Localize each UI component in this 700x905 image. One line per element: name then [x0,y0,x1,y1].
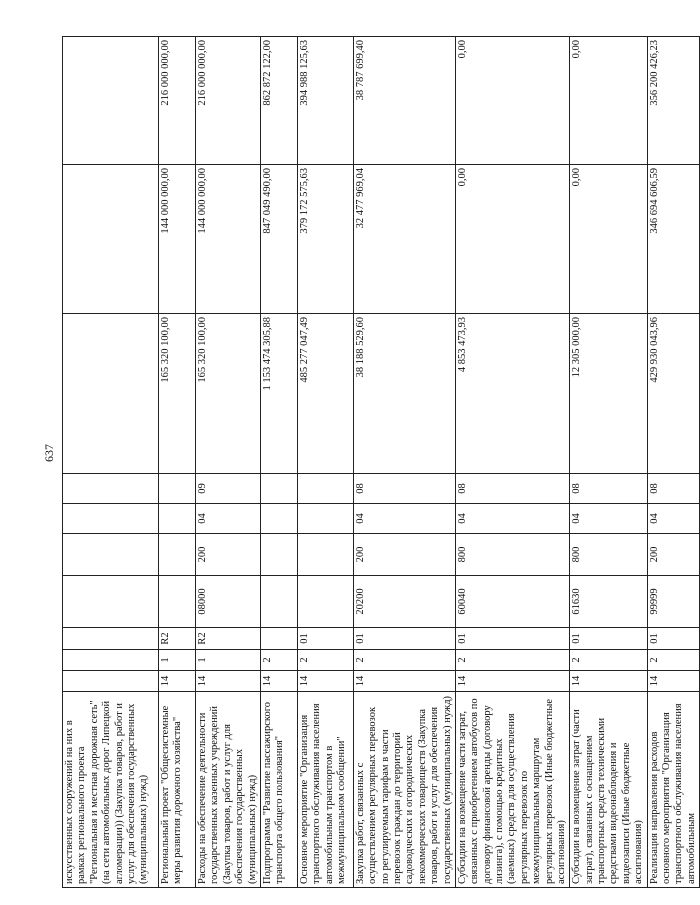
amount-year-1: 165 320 100,00 [159,314,196,474]
code-direction: 08000 [196,576,261,628]
code-subsection: 08 [570,474,647,504]
amount-year-1: 429 930 043,96 [647,314,700,474]
code-section [159,504,196,534]
amount-year-2: 379 172 575,63 [297,165,353,314]
code-subprogram: 2 [455,650,569,671]
table-body [63,37,700,888]
code-event: 01 [570,628,647,650]
row-description: Региональный проект "Общесистемные меры развития дорожного хозяйства" [159,692,196,888]
code-subsection: 08 [647,474,700,504]
code-subprogram [63,650,159,671]
code-expense-type [63,534,159,576]
table-row [260,37,297,888]
code-subprogram: 1 [196,650,261,671]
code-subsection [63,474,159,504]
code-direction: 20200 [353,576,455,628]
table-row [353,37,455,888]
amount-year-3: 216 000 000,00 [196,37,261,165]
code-event [260,628,297,650]
table-row [647,37,700,888]
code-direction [260,576,297,628]
table-row [455,37,569,888]
code-event: 01 [647,628,700,650]
code-subsection: 09 [196,474,261,504]
code-subprogram: 1 [159,650,196,671]
amount-year-2 [63,165,159,314]
amount-year-3: 0,00 [455,37,569,165]
amount-year-3: 394 988 125,63 [297,37,353,165]
code-program: 14 [647,671,700,692]
amount-year-2: 144 000 000,00 [196,165,261,314]
code-section: 04 [570,504,647,534]
amount-year-1: 165 320 100,00 [196,314,261,474]
code-section [297,504,353,534]
amount-year-2: 0,00 [455,165,569,314]
page-number: 637 [42,444,56,462]
amount-year-1: 4 853 473,93 [455,314,569,474]
amount-year-1: 485 277 047,49 [297,314,353,474]
code-direction [297,576,353,628]
code-subprogram: 2 [570,650,647,671]
code-direction: 99999 [647,576,700,628]
code-subprogram: 2 [297,650,353,671]
table-row [159,37,196,888]
code-expense-type: 200 [353,534,455,576]
amount-year-3: 0,00 [570,37,647,165]
code-expense-type [297,534,353,576]
code-expense-type [159,534,196,576]
code-section [260,504,297,534]
budget-table-frame [62,37,697,888]
code-subsection [159,474,196,504]
row-description: Закупка работ, связанных с осуществлением регулярных перевозок по регулируемым тарифам в части перевозок граждан до территорий садоводческих и огороднических некоммерческих товариществ (Закупка товаров, работ и услуг для обеспечения государственных (муниципальных) нужд) [353,692,455,888]
code-program: 14 [455,671,569,692]
amount-year-2: 32 477 969,04 [353,165,455,314]
amount-year-3: 862 872 122,00 [260,37,297,165]
code-event: R2 [196,628,261,650]
table-row [196,37,261,888]
code-section [63,504,159,534]
amount-year-1: 12 305 000,00 [570,314,647,474]
amount-year-2: 346 694 606,59 [647,165,700,314]
code-subprogram: 2 [647,650,700,671]
table-row [570,37,647,888]
amount-year-2: 144 000 000,00 [159,165,196,314]
code-subsection: 08 [353,474,455,504]
code-subsection [297,474,353,504]
code-event [63,628,159,650]
code-direction: 60040 [455,576,569,628]
code-program: 14 [570,671,647,692]
code-program: 14 [297,671,353,692]
amount-year-1: 38 188 529,60 [353,314,455,474]
table-row [297,37,353,888]
code-event: 01 [455,628,569,650]
code-section: 04 [455,504,569,534]
amount-year-2: 0,00 [570,165,647,314]
amount-year-3: 216 000 000,00 [159,37,196,165]
code-direction: 61630 [570,576,647,628]
amount-year-3: 38 787 699,40 [353,37,455,165]
row-description: Расходы на обеспечение деятельности государственных казенных учреждений (Закупка товаров, работ и услуг для обеспечения государственных (муниципальных) нужд) [196,692,261,888]
code-section: 04 [647,504,700,534]
table-row [63,37,159,888]
row-description: Реализация направления расходов основного мероприятия "Организация транспортного обслуживания населения автомобильным [647,692,700,888]
row-description: Подпрограмма "Развитие пассажирского транспорта общего пользования" [260,692,297,888]
code-expense-type: 200 [647,534,700,576]
row-description: Основное мероприятие "Организация транспортного обслуживания населения автомобильным транспортом в межмуниципальном сообщении" [297,692,353,888]
amount-year-3 [63,37,159,165]
amount-year-3: 356 200 426,23 [647,37,700,165]
code-program: 14 [260,671,297,692]
code-subprogram: 2 [353,650,455,671]
code-expense-type: 800 [455,534,569,576]
code-direction [63,576,159,628]
code-expense-type: 200 [196,534,261,576]
code-program: 14 [159,671,196,692]
code-program [63,671,159,692]
budget-table [62,36,700,888]
code-expense-type: 800 [570,534,647,576]
code-section: 04 [196,504,261,534]
amount-year-2: 847 049 490,00 [260,165,297,314]
row-description: Субсидии на возмещение части затрат, связанных с приобретением автобусов по договору финансовой аренды (договору лизинга), с помощью кредитных (заемных) средств для осуществления регулярных перевозок по межмуниципальным маршрутам регулярных перевозок (Иные бюджетные ассигнования) [455,692,569,888]
code-program: 14 [196,671,261,692]
code-event: 01 [353,628,455,650]
code-subsection [260,474,297,504]
code-event: R2 [159,628,196,650]
amount-year-1: 1 153 474 305,88 [260,314,297,474]
row-description: искусственных сооружений на них в рамках регионального проекта "Региональная и местная дорожная сеть" (на сети автомобильных дорог Липецкой агломерации)) (Закупка товаров, работ и услуг для обеспечения государственных (муниципальных) нужд) [63,692,159,888]
code-direction [159,576,196,628]
code-subsection: 08 [455,474,569,504]
amount-year-1 [63,314,159,474]
code-event: 01 [297,628,353,650]
code-section: 04 [353,504,455,534]
row-description: Субсидии на возмещение затрат (части затрат), связанных с оснащением транспортных средств техническими средствами видеонаблюдения и видеозаписи (Иные бюджетные ассигнования) [570,692,647,888]
code-expense-type [260,534,297,576]
code-subprogram: 2 [260,650,297,671]
code-program: 14 [353,671,455,692]
